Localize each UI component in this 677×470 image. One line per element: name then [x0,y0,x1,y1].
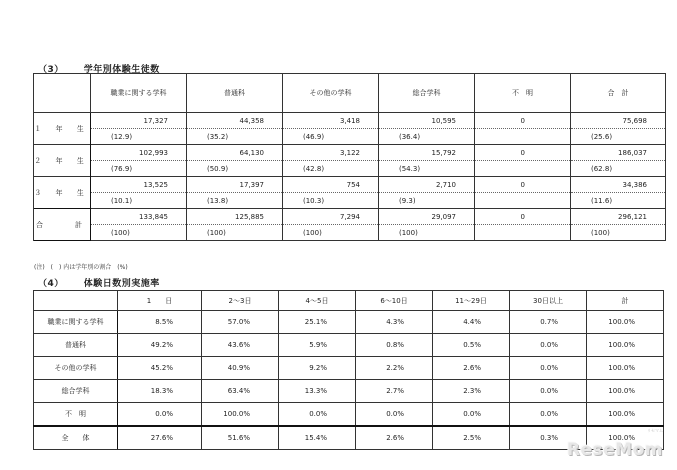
rate-cell: 100.0% [202,403,279,427]
rate-cell: 9.2% [279,357,356,380]
ratio-cell: (25.6) [571,129,666,145]
ratio-cell: (100) [379,225,475,241]
header-cell: 11～29日 [433,291,510,311]
row-label: 合 計 [34,209,91,241]
row-label: 全 体 [34,426,118,450]
table-note: (注) ( ) 内は学年別の割合 (%) [34,264,128,271]
ratio-cell: (9.3) [379,193,475,209]
rate-cell: 15.4% [279,426,356,450]
section3-heading: 学年別体験生徒数 [83,65,160,75]
row-label: ２ 年 生 [34,145,91,177]
count-cell: 0 [475,145,571,161]
header-cell: 不 明 [475,74,571,113]
table-row-total [34,209,666,225]
rate-cell: 0.3% [510,426,587,450]
row-label: 普通科 [34,334,118,357]
table-header-row [34,74,666,113]
watermark-subtext: リセマム [647,428,663,433]
rate-cell: 57.0% [202,311,279,334]
header-cell: 合 計 [571,74,666,113]
table-row [34,334,664,357]
row-label: １ 年 生 [34,113,91,145]
count-cell: 296,121 [571,209,666,225]
rate-cell: 2.2% [356,357,433,380]
ratio-cell: (62.8) [571,161,666,177]
row-label: その他の学科 [34,357,118,380]
rate-cell: 0.0% [118,403,202,427]
resemom-watermark-logo: ReseMom [566,440,663,460]
count-cell: 0 [475,113,571,129]
row-label: ３ 年 生 [34,177,91,209]
table-row [34,161,666,177]
rate-cell: 2.3% [433,380,510,403]
count-cell: 29,097 [379,209,475,225]
section4-number: （4） [38,279,64,289]
table-row [34,113,666,129]
rate-cell: 0.0% [510,403,587,427]
ratio-cell: (100) [91,225,187,241]
rate-cell: 100.0% [587,334,664,357]
rate-cell: 100.0% [587,380,664,403]
rate-cell: 18.3% [118,380,202,403]
section3-number: （3） [38,65,64,75]
rate-cell: 63.4% [202,380,279,403]
rate-cell: 0.0% [433,403,510,427]
ratio-cell: (100) [187,225,283,241]
table-header-row [34,291,664,311]
rate-cell: 8.5% [118,311,202,334]
ratio-cell: (50.9) [187,161,283,177]
count-cell: 44,358 [187,113,283,129]
ratio-cell [475,225,571,241]
header-cell: 職業に関する学科 [91,74,187,113]
count-cell: 75,698 [571,113,666,129]
count-cell: 17,327 [91,113,187,129]
rate-cell: 2.6% [356,426,433,450]
count-cell: 102,993 [91,145,187,161]
count-cell: 13,525 [91,177,187,193]
rate-cell: 51.6% [202,426,279,450]
ratio-cell: (10.1) [91,193,187,209]
ratio-cell [475,161,571,177]
rate-cell: 0.8% [356,334,433,357]
count-cell: 15,792 [379,145,475,161]
ratio-cell: (54.3) [379,161,475,177]
count-cell: 754 [283,177,379,193]
ratio-cell: (42.8) [283,161,379,177]
table-row [34,357,664,380]
table-row [34,145,666,161]
rate-cell: 0.0% [279,403,356,427]
grade-students-table [33,73,666,241]
rate-cell: 49.2% [118,334,202,357]
ratio-cell: (12.9) [91,129,187,145]
rate-cell: 0.0% [510,334,587,357]
table-row [34,380,664,403]
rate-cell: 0.0% [356,403,433,427]
days-rate-table [33,290,664,450]
header-cell: 6～10日 [356,291,433,311]
header-cell: 総合学科 [379,74,475,113]
row-label: 不 明 [34,403,118,427]
ratio-cell: (10.3) [283,193,379,209]
table-row [34,177,666,193]
rate-cell: 4.4% [433,311,510,334]
table-row [34,193,666,209]
table-row [34,403,664,427]
rate-cell: 100.0% [587,403,664,427]
count-cell: 186,037 [571,145,666,161]
rate-cell: 2.6% [433,357,510,380]
count-cell: 17,397 [187,177,283,193]
rate-cell: 100.0% [587,311,664,334]
rate-cell: 0.0% [510,380,587,403]
ratio-cell: (76.9) [91,161,187,177]
header-cell: 普通科 [187,74,283,113]
header-cell: 2～3日 [202,291,279,311]
count-cell: 125,885 [187,209,283,225]
rate-cell: 13.3% [279,380,356,403]
count-cell: 10,595 [379,113,475,129]
ratio-cell: (100) [571,225,666,241]
ratio-cell: (13.8) [187,193,283,209]
table-row [34,311,664,334]
ratio-cell: (100) [283,225,379,241]
header-cell: 4～5日 [279,291,356,311]
rate-cell: 0.7% [510,311,587,334]
rate-cell: 0.0% [510,357,587,380]
header-cell [34,74,91,113]
rate-cell: 0.5% [433,334,510,357]
table-row [34,225,666,241]
rate-cell: 100.0% [587,357,664,380]
count-cell: 0 [475,177,571,193]
header-cell: 計 [587,291,664,311]
count-cell: 34,386 [571,177,666,193]
header-cell: 30日以上 [510,291,587,311]
rate-cell: 5.9% [279,334,356,357]
rate-cell: 45.2% [118,357,202,380]
count-cell: 64,130 [187,145,283,161]
table-row [34,129,666,145]
count-cell: 0 [475,209,571,225]
rate-cell: 27.6% [118,426,202,450]
header-cell: その他の学科 [283,74,379,113]
rate-cell: 2.7% [356,380,433,403]
ratio-cell: (35.2) [187,129,283,145]
row-label: 総合学科 [34,380,118,403]
row-label: 職業に関する学科 [34,311,118,334]
ratio-cell: (11.6) [571,193,666,209]
ratio-cell: (46.9) [283,129,379,145]
count-cell: 3,418 [283,113,379,129]
rate-cell: 40.9% [202,357,279,380]
count-cell: 2,710 [379,177,475,193]
ratio-cell [475,129,571,145]
rate-cell: 43.6% [202,334,279,357]
section4-heading: 体験日数別実施率 [83,279,160,289]
rate-cell: 25.1% [279,311,356,334]
rate-cell: 4.3% [356,311,433,334]
ratio-cell [475,193,571,209]
count-cell: 3,122 [283,145,379,161]
header-cell: 1 日 [118,291,202,311]
rate-cell: 100.0% [587,426,664,450]
ratio-cell: (36.4) [379,129,475,145]
rate-cell: 2.5% [433,426,510,450]
header-cell [34,291,118,311]
count-cell: 133,845 [91,209,187,225]
count-cell: 7,294 [283,209,379,225]
section4-title [38,276,180,289]
